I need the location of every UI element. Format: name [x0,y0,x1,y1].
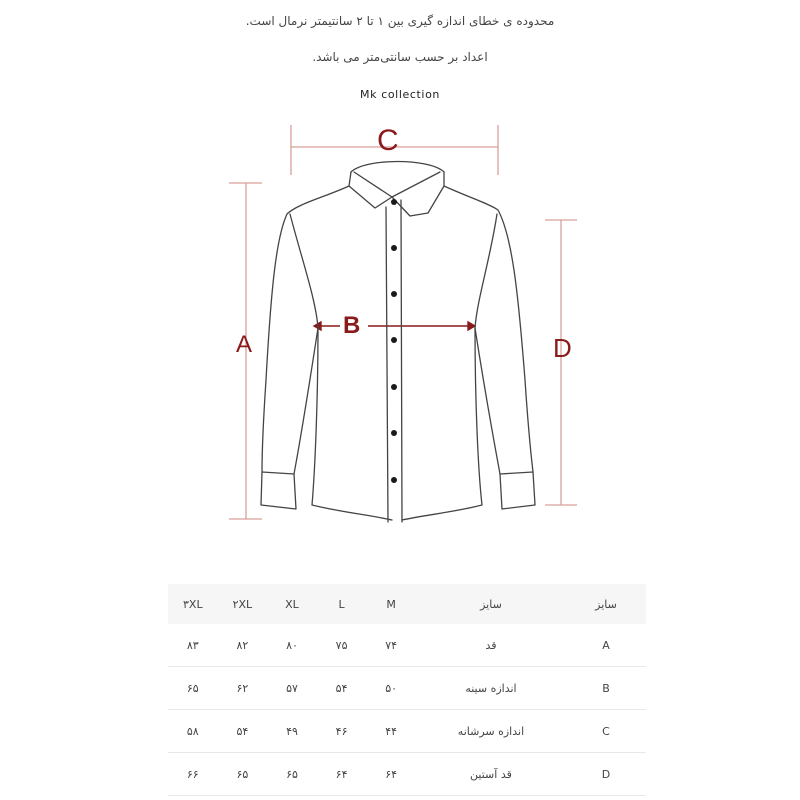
cell-3xl: ۸۳ [186,638,199,652]
header-size-code: سایز [595,597,617,611]
shirt-outline [261,162,535,523]
header-xl: XL [285,597,299,611]
table-header-row [168,584,646,624]
tolerance-note: محدوده ی خطای اندازه گیری بین ۱ تا ۲ سانتیمتر نرمال است. [245,14,555,28]
table-row [168,753,646,796]
dimension-label-d: D [553,333,572,363]
cell-3xl: ۶۵ [186,681,199,695]
cell-2xl: ۵۴ [236,724,249,738]
cell-3xl: ۵۸ [186,724,199,738]
dimension-label-b: B [343,312,361,339]
shirt-diagram [220,115,590,535]
cell-l: ۵۴ [335,681,348,695]
units-note: اعداد بر حسب سانتی‌متر می باشد. [312,50,488,64]
cell-code: B [602,681,610,695]
cell-m: ۵۰ [385,681,398,695]
cell-xl: ۶۵ [286,767,298,781]
dimension-label-c: C [377,124,399,157]
cell-3xl: ۶۶ [186,767,199,781]
cell-m: ۴۴ [385,724,398,738]
table-row [168,624,646,667]
table-row [168,667,646,710]
header-size-name: سایز [480,597,502,611]
buttons [391,199,397,483]
brand-name: Mk collection [360,88,440,101]
cell-name: اندازه سینه [465,681,517,695]
cell-xl: ۸۰ [286,638,298,652]
cell-name: قد [485,638,497,652]
cell-code: A [602,638,610,652]
cell-name: قد آستین [470,767,512,781]
header-m: M [386,597,396,611]
cell-m: ۷۴ [385,638,398,652]
cell-2xl: ۶۵ [236,767,249,781]
cell-code: C [602,724,610,738]
dimension-label-a: A [236,331,253,358]
cell-xl: ۵۷ [286,681,298,695]
cell-m: ۶۴ [385,767,398,781]
dimension-lines [229,125,577,519]
cell-l: ۷۵ [335,638,348,652]
header-3xl: ۳XL [183,597,203,611]
header-l: L [338,597,345,611]
cell-l: ۴۶ [335,724,348,738]
cell-l: ۶۴ [335,767,348,781]
header-2xl: ۲XL [232,597,253,611]
cell-name: اندازه سرشانه [457,724,525,738]
cell-xl: ۴۹ [286,724,298,738]
cell-code: D [601,767,611,781]
cell-2xl: ۶۲ [236,681,249,695]
size-table [168,584,646,796]
cell-2xl: ۸۲ [236,638,249,652]
table-row [168,710,646,753]
chest-arrow [314,322,475,330]
